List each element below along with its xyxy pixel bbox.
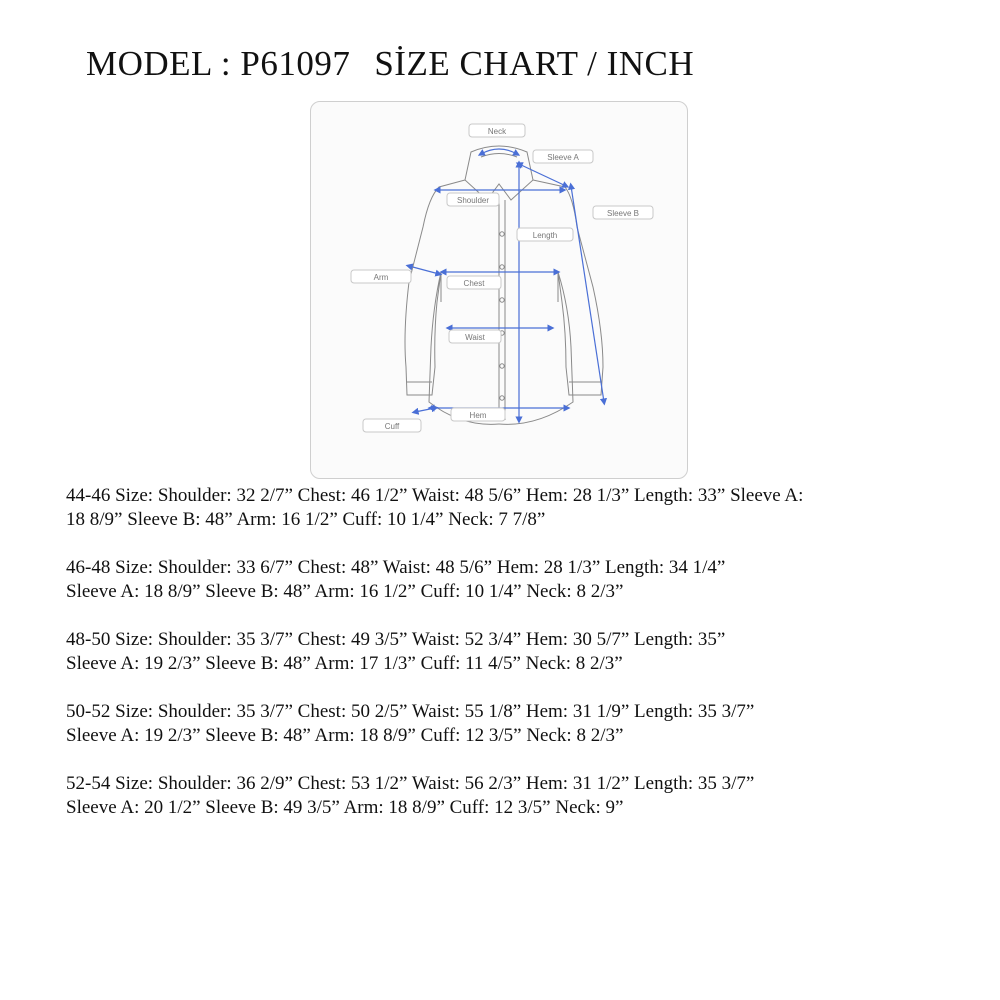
label-sleeve-b — [593, 206, 653, 219]
svg-text:Cuff: Cuff — [384, 422, 400, 431]
size-line: 18 8/9” Sleeve B: 48” Arm: 16 1/2” Cuff: 10 1/4” Neck: 7 7/8” — [66, 509, 546, 530]
label-neck — [469, 124, 525, 137]
shirt-buttons — [500, 232, 504, 400]
model-code: MODEL : P61097 — [86, 44, 351, 83]
svg-text:Sleeve A: Sleeve A — [547, 153, 579, 162]
shirt-illustration — [311, 102, 689, 480]
size-line: Sleeve A: 19 2/3” Sleeve B: 48” Arm: 18 8/9” Cuff: 12 3/5” Neck: 8 2/3” — [66, 725, 624, 746]
svg-text:Hem: Hem — [469, 411, 487, 420]
svg-text:Shoulder: Shoulder — [456, 196, 490, 205]
size-entry-52-54 — [66, 772, 966, 820]
page-title — [86, 42, 694, 86]
size-line: Sleeve A: 20 1/2” Sleeve B: 49 3/5” Arm: 18 8/9” Cuff: 12 3/5” Neck: 9” — [66, 797, 624, 818]
size-entry-46-48 — [66, 556, 966, 604]
svg-text:Sleeve B: Sleeve B — [606, 209, 640, 218]
label-waist — [449, 330, 501, 343]
size-line: 44-46 Size: Shoulder: 32 2/7” Chest: 46 1/2” Waist: 48 5/6” Hem: 28 1/3” Length: 33” Sleeve A: — [66, 485, 804, 506]
label-hem — [451, 408, 505, 421]
svg-text:Length: Length — [532, 231, 558, 240]
size-entry-44-46 — [66, 484, 966, 532]
shirt-outline — [405, 146, 603, 424]
label-arm — [351, 270, 411, 283]
svg-text:Chest: Chest — [463, 279, 485, 288]
svg-text:Waist: Waist — [465, 333, 485, 342]
size-line: 52-54 Size: Shoulder: 36 2/9” Chest: 53 1/2” Waist: 56 2/3” Hem: 31 1/2” Length: 35 3/7” — [66, 773, 755, 794]
size-line: Sleeve A: 19 2/3” Sleeve B: 48” Arm: 17 1/3” Cuff: 11 4/5” Neck: 8 2/3” — [66, 653, 623, 674]
size-measurements-list — [66, 484, 966, 844]
size-entry-48-50 — [66, 628, 966, 676]
size-line: 46-48 Size: Shoulder: 33 6/7” Chest: 48” Waist: 48 5/6” Hem: 28 1/3” Length: 34 1/4” — [66, 557, 726, 578]
label-shoulder — [447, 193, 499, 206]
size-line: Sleeve A: 18 8/9” Sleeve B: 48” Arm: 16 1/2” Cuff: 10 1/4” Neck: 8 2/3” — [66, 581, 624, 602]
size-chart-title: SİZE CHART / INCH — [374, 44, 695, 83]
label-sleeve-a — [533, 150, 593, 163]
shirt-measurement-diagram — [310, 101, 688, 479]
label-length — [517, 228, 573, 241]
svg-text:Arm: Arm — [373, 273, 389, 282]
size-line: 50-52 Size: Shoulder: 35 3/7” Chest: 50 2/5” Waist: 55 1/8” Hem: 31 1/9” Length: 35 3/7” — [66, 701, 755, 722]
label-chest — [447, 276, 501, 289]
svg-text:Neck: Neck — [487, 127, 507, 136]
size-line: 48-50 Size: Shoulder: 35 3/7” Chest: 49 3/5” Waist: 52 3/4” Hem: 30 5/7” Length: 35” — [66, 629, 726, 650]
size-entry-50-52 — [66, 700, 966, 748]
label-cuff — [363, 419, 421, 432]
